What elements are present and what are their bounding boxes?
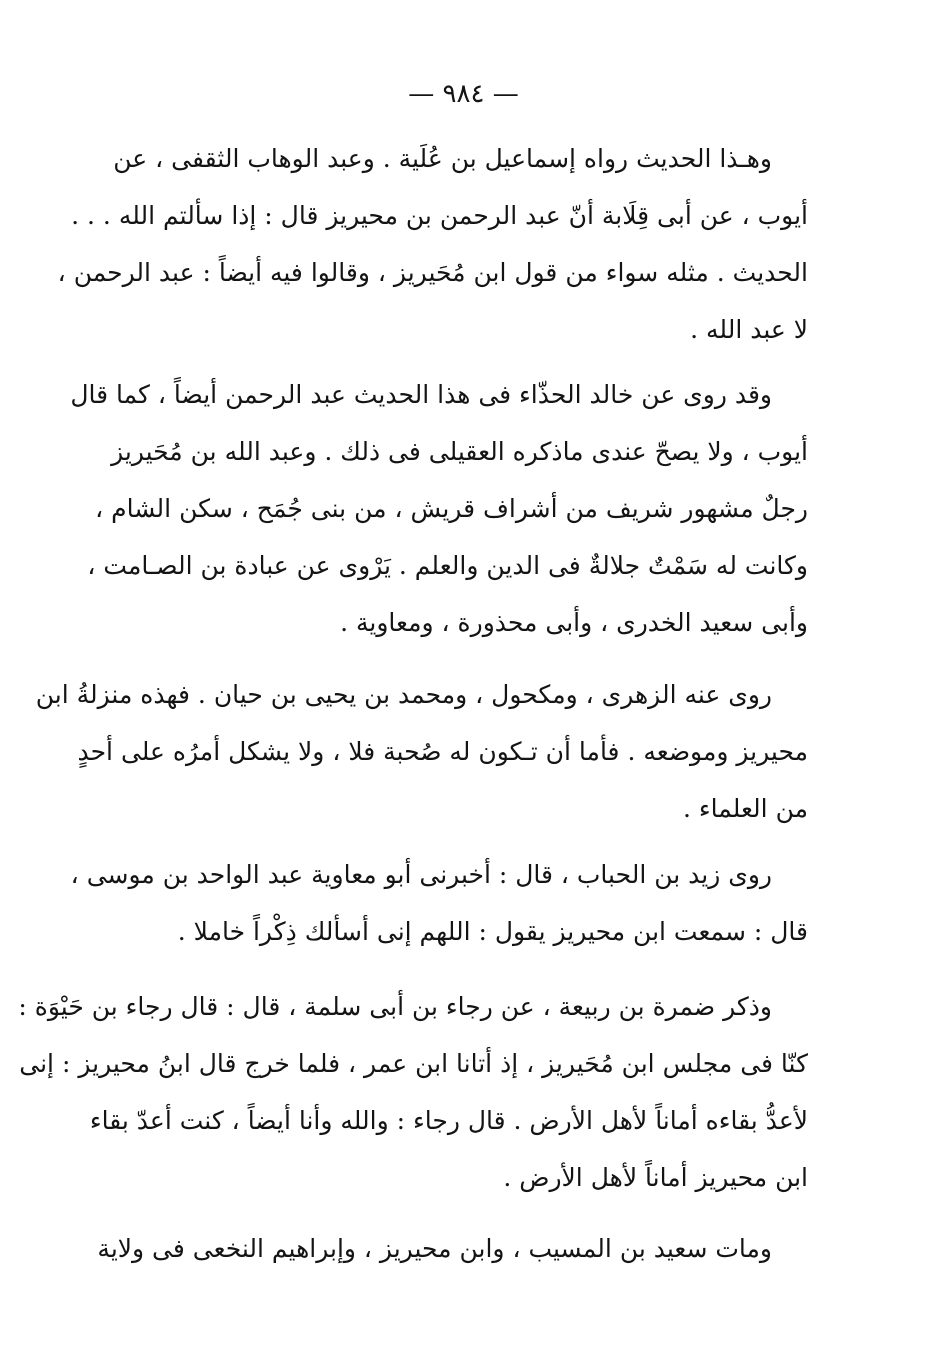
paragraph-line: وذكر ضمرة بن ربيعة ، عن رجاء بن أبى سلمة ، قال : قال رجاء بن حَيْوَة :	[18, 992, 772, 1021]
page-number: — ٩٨٤ —	[408, 79, 519, 109]
paragraph-4	[70, 846, 808, 960]
paragraph-line: وقد روى عن خالد الحذّاء فى هذا الحديث عبد الرحمن أيضاً ، كما قال	[70, 380, 772, 409]
paragraph-line: الحديث . مثله سواء من قول ابن مُحَيريز ، وقالوا فيه أيضاً : عبد الرحمن ،	[57, 258, 808, 287]
paragraph-line: وهـذا الحديث رواه إسماعيل بن عُلَية . وعبد الوهاب الثقفى ، عن	[113, 144, 772, 173]
paragraph-line: أيوب ، ولا يصحّ عندى ماذكره العقيلى فى ذلك . وعبد الله بن مُحَيريز	[111, 437, 808, 466]
paragraph-line: لا عبد الله .	[690, 315, 808, 344]
paragraph-3	[35, 666, 808, 837]
paragraph-line: لأعدُّ بقاءه أماناً لأهل الأرض . قال رجاء : والله وأنا أيضاً ، كنت أعدّ بقاء	[89, 1106, 808, 1135]
paragraph-line: أيوب ، عن أبى قِلَابة أنّ عبد الرحمن بن محيريز قال : إذا سألتم الله . . .	[71, 201, 808, 230]
paragraph-line: من العلماء .	[683, 794, 808, 823]
paragraph-line: ومات سعيد بن المسيب ، وابن محيريز ، وإبراهيم النخعى فى ولاية	[97, 1234, 772, 1263]
paragraph-line: روى عنه الزهرى ، ومكحول ، ومحمد بن يحيى بن حيان . فهذه منزلةُ ابن	[35, 680, 772, 709]
paragraph-line: محيريز وموضعه . فأما أن تـكون له صُحبة فلا ، ولا يشكل أمرُه على أحدٍ	[77, 737, 808, 766]
paragraph-line: ابن محيريز أماناً لأهل الأرض .	[503, 1163, 808, 1192]
paragraph-2	[70, 366, 808, 651]
paragraph-line: قال : سمعت ابن محيريز يقول : اللهم إنى أسألك ذِكْراً خاملا .	[177, 917, 808, 946]
paragraph-line: كنّا فى مجلس ابن مُحَيريز ، إذ أتانا ابن عمر ، فلما خرج قال ابنُ محيريز : إنى	[19, 1049, 808, 1078]
paragraph-1	[57, 130, 808, 358]
paragraph-line: وأبى سعيد الخدرى ، وأبى محذورة ، ومعاوية .	[340, 608, 808, 637]
paragraph-5	[18, 978, 808, 1206]
paragraph-line: رجلٌ مشهور شريف من أشراف قريش ، من بنى جُمَح ، سكن الشام ،	[95, 494, 808, 523]
paragraph-6	[97, 1220, 808, 1277]
paragraph-line: روى زيد بن الحباب ، قال : أخبرنى أبو معاوية عبد الواحد بن موسى ،	[70, 860, 772, 889]
paragraph-line: وكانت له سَمْتٌ جلالةٌ فى الدين والعلم . يَرْوى عن عبادة بن الصـامت ،	[87, 551, 808, 580]
